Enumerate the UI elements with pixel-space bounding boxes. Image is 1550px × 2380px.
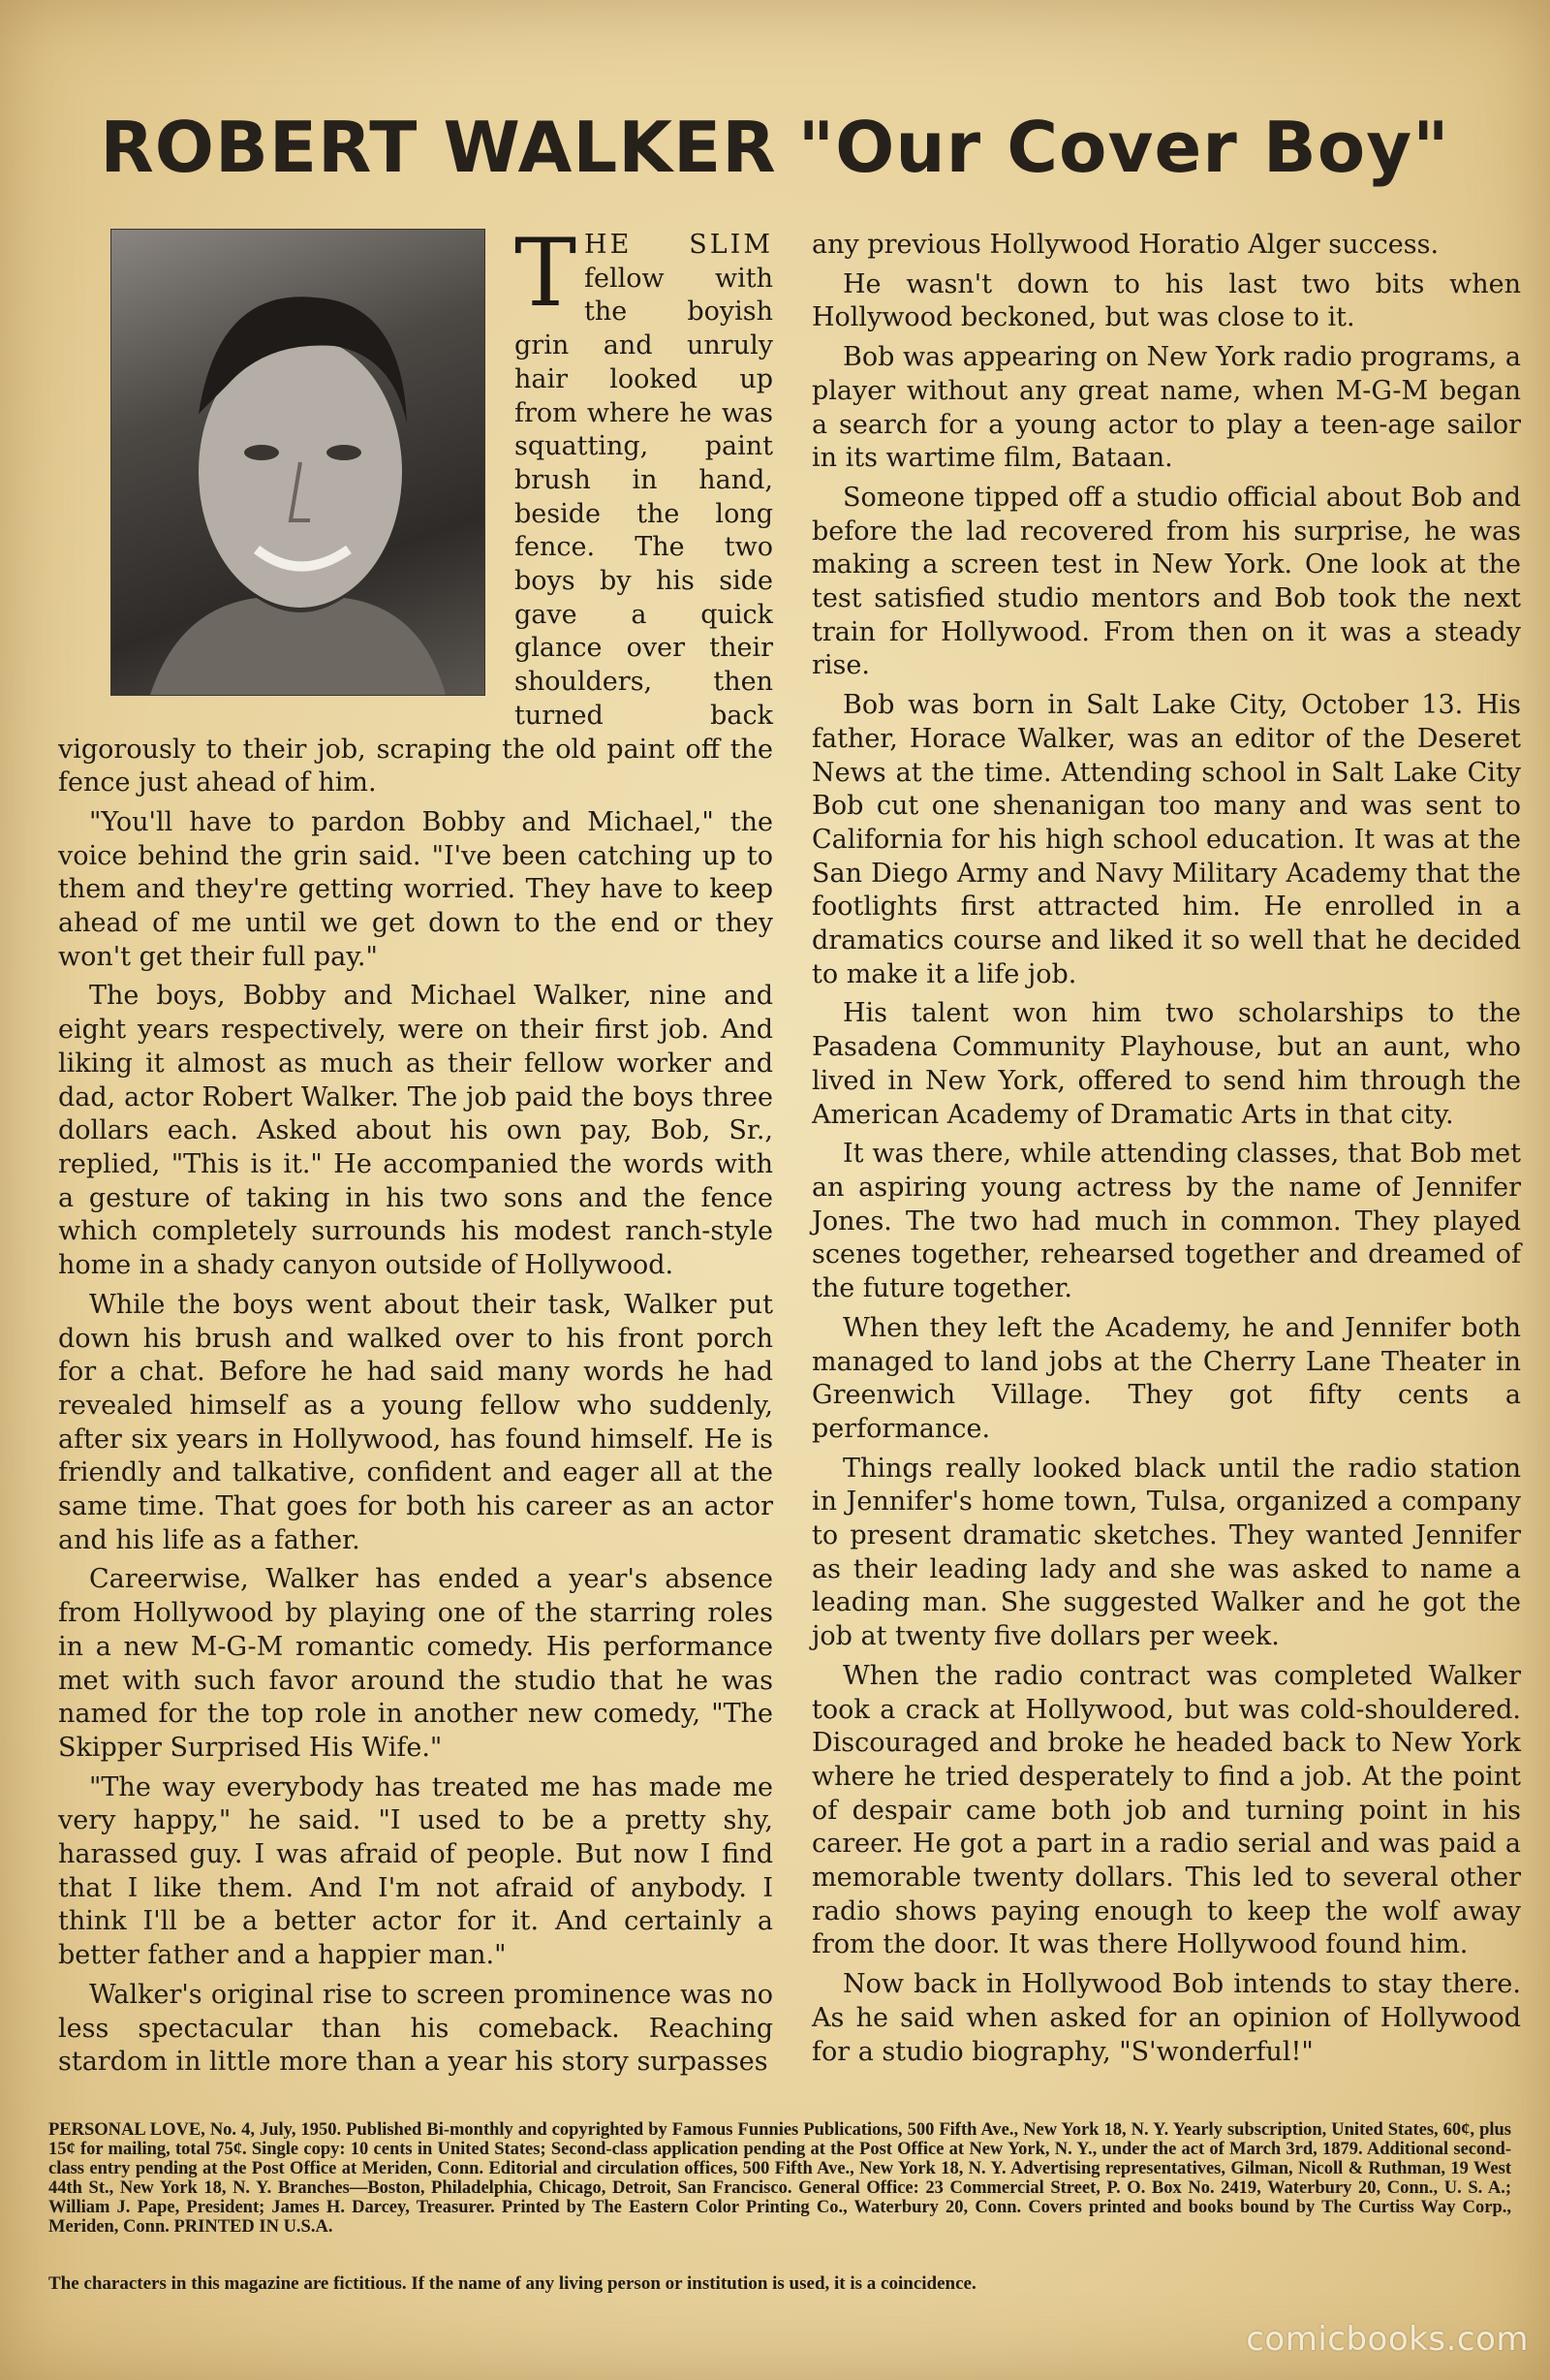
article-paragraph: Walker's original rise to screen prominence was no less spectacular than his comeback. Reaching stardom in little more than a year his story surpasses <box>58 1979 773 2078</box>
title-name: ROBERT WALKER <box>100 107 777 188</box>
article-paragraph: The boys, Bobby and Michael Walker, nine and eight years respectively, were on their first job. And liking it almost as much as their fellow worker and dad, actor Robert Walker. The job paid the boys three dollars each. Asked about his own pay, Bob, Sr., replied, "This is it." He accompanied the words with a gesture of taking in his two sons and the fence which completely surrounds his modest ranch-style home in a shady canyon outside of Hollywood. <box>58 981 773 1281</box>
article-paragraph: It was there, while attending classes, that Bob met an aspiring young actress by the name of Jennifer Jones. The two had much in common. They played scenes together, rehearsed together and dreamed of the future together. <box>812 1139 1521 1304</box>
site-watermark: comicbooks.com <box>1246 2320 1529 2359</box>
title-tagline: "Our Cover Boy" <box>797 107 1450 188</box>
article-paragraph: His talent won him two scholarships to the Pasadena Community Playhouse, but an aunt, who lived in New York, offered to send him through the American Academy of Dramatic Arts in that city. <box>812 998 1521 1130</box>
opening-text: fellow with the boyish grin and unruly hair looked up from where he was squatting, paint brush in hand, beside the long fence. The two boys by his side gave a quick glance over their shoulders, then turned back vigorously to their job, scraping the old paint off the fence just ahead of him. <box>58 263 773 799</box>
article-continuation: any previous Hollywood Horatio Alger success. <box>812 230 1440 260</box>
portrait-photo <box>110 229 485 696</box>
article-paragraph: Careerwise, Walker has ended a year's absence from Hollywood by playing one of the starring roles in a new M-G-M romantic comedy. His performance met with such favor around the studio that he was named for the top role in another new comedy, "The Skipper Surprised His Wife." <box>58 1564 773 1763</box>
article-paragraph: "The way everybody has treated me has made me very happy," he said. "I used to be a pretty shy, harassed guy. I was afraid of people. But now I find that I like them. And I'm not afraid of anybody. I think I'll be a better actor for it. And certainly a better father and a happier man." <box>58 1771 773 1971</box>
article-paragraph: When they left the Academy, he and Jennifer both managed to land jobs at the Cherry Lane Theater in Greenwich Village. They got fifty cents a performance. <box>812 1312 1521 1444</box>
article-paragraph: Now back in Hollywood Bob intends to stay there. As he said when asked for an opinion of Hollywood for a studio biography, "S'wonderful!" <box>812 1969 1521 2067</box>
page-title <box>0 107 1550 188</box>
left-column <box>58 219 773 2080</box>
article-paragraph: Things really looked black until the radio station in Jennifer's home town, Tulsa, organized a company to present dramatic sketches. They wanted Jennifer as their leading lady and she was asked to name a leading man. She suggested Walker and he got the job at twenty five dollars per week. <box>812 1453 1521 1652</box>
article-paragraph: When the radio contract was completed Walker took a crack at Hollywood, but was cold-shouldered. Discouraged and broke he headed back to New York where he tried desperately to find a job. At the point of despair came both job and turning point in his career. He got a part in a radio serial and was paid a memorable twenty dollars. This led to several other radio shows paying enough to keep the wolf away from the door. It was there Hollywood found him. <box>812 1660 1521 1960</box>
article-paragraph: Someone tipped off a studio official about Bob and before the lad recovered from his surprise, he was making a screen test in New York. One look at the test satisfied studio mentors and Bob took the next train for Hollywood. From then on it was a steady rise. <box>812 482 1521 681</box>
lead-caps: HE SLIM <box>584 230 773 260</box>
article-paragraph: "You'll have to pardon Bobby and Michael," the voice behind the grin said. "I've been catching up to them and they're getting worried. They have to keep ahead of me until we get down to the end or they won't get their full pay." <box>58 806 773 972</box>
article-paragraph: Bob was born in Salt Lake City, October 13. His father, Horace Walker, was an editor of the Deseret News at the time. Attending school in Salt Lake City Bob cut one shenanigan too many and was sent to California for his high school education. It was at the San Diego Army and Navy Military Academy that the footlights first attracted him. He enrolled in a dramatics course and liked it so well that he decided to make it a life job. <box>812 690 1521 989</box>
publication-indicia: PERSONAL LOVE, No. 4, July, 1950. Published Bi-monthly and copyrighted by Famous Funnies Publications, 500 Fifth Ave., New York 18, N. Y. Yearly subscription, United States, 60¢, plus 15¢ for mailing, total 75¢. Single copy: 10 cents in United States; Second-class application pending at the Post Office at New York, N. Y., under the act of March 3rd, 1879. Additional second-class entry pending at the Post Office at Meriden, Conn. Editorial and circulation offices, 500 Fifth Ave., New York 18, N. Y. Advertising representatives, Gilman, Nicoll & Ruthman, 19 West 44th St., New York 18, N. Y. Branches—Boston, Philadelphia, Chicago, Detroit, San Francisco. General Office: 23 Commercial Street, P. O. Box No. 2419, Waterbury 20, Conn., U. S. A.; William J. Pape, President; James H. Darcey, Treasurer. Printed by The Eastern Color Printing Co., Waterbury 20, Conn. Covers printed and books bound by The Curtiss Way Corp., Meriden, Conn. PRINTED IN U.S.A. <box>48 2120 1511 2237</box>
article-paragraph: Bob was appearing on New York radio programs, a player without any great name, when M-G-M began a search for a young actor to play a teen-age sailor in its wartime film, Bataan. <box>812 342 1521 474</box>
fiction-disclaimer: The characters in this magazine are fictitious. If the name of any living person or institution is used, it is a coincidence. <box>48 2273 976 2294</box>
article-paragraph: While the boys went about their task, Walker put down his brush and walked over to his front porch for a chat. Before he had said many words he had revealed himself as a young fellow who suddenly, after six years in Hollywood, has found himself. He is friendly and talkative, confident and eager all at the same time. That goes for both his career as an actor and his life as a father. <box>58 1289 773 1555</box>
portrait-illustration <box>111 230 484 695</box>
drop-cap: T <box>514 219 577 328</box>
right-column <box>812 229 1521 2069</box>
article-paragraph: He wasn't down to his last two bits when Hollywood beckoned, but was close to it. <box>812 268 1521 333</box>
